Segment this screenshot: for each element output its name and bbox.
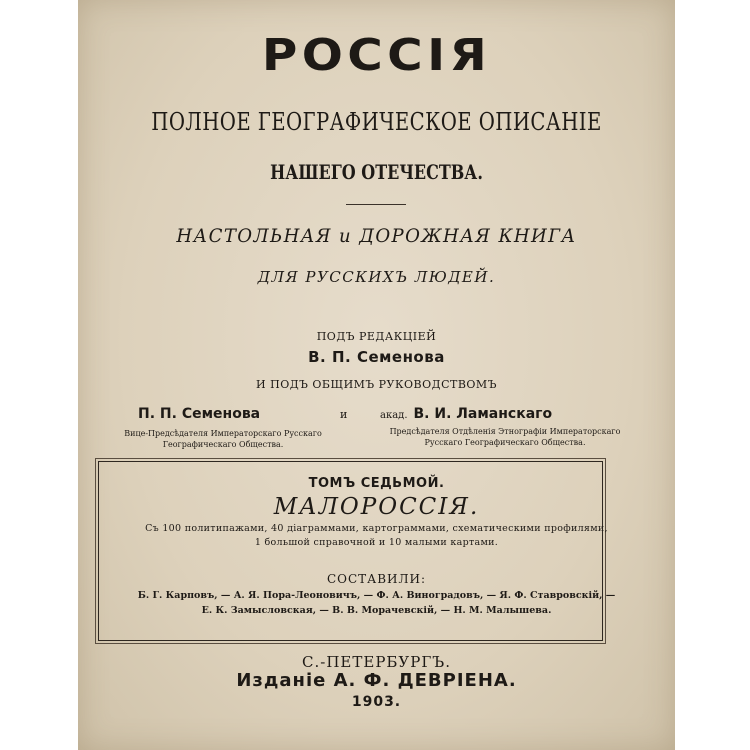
right-person-name-text: В. И. Ламанскаго <box>413 406 553 422</box>
subtitle-line-2: НАШЕГО ОТЕЧЕСТВА. <box>270 160 483 184</box>
compiled-label: СОСТАВИЛИ: <box>326 572 427 586</box>
publisher-line: Изданіе А. Ф. ДЕВРІЕНА. <box>236 670 517 691</box>
illustrations-line-1: Съ 100 политипажами, 40 діаграммами, картограммами, схематическими профилями, <box>145 523 608 534</box>
right-person-prefix: акад. <box>380 410 408 421</box>
left-person-caption: Вице-Предсѣдателя Императорскаго Русскаго Географическаго Общества. <box>124 429 322 449</box>
right-person-name <box>380 406 552 422</box>
volume-region: МАЛОРОССІЯ. <box>273 494 480 520</box>
desk-book-line: НАСТОЛЬНАЯ и ДОРОЖНАЯ КНИГА <box>176 225 577 247</box>
authors-line-1: Б. Г. Карповъ, — А. Я. Пора-Леоновичъ, — Ф. А. Виноградовъ, — Я. Ф. Ставровскій, — <box>137 590 616 601</box>
guidance-label: И ПОДЪ ОБЩИМЪ РУКОВОДСТВОМЪ <box>256 378 497 391</box>
conjunction: и <box>340 408 348 421</box>
title-page <box>78 0 675 750</box>
city-line: С.-ПЕТЕРБУРГЪ. <box>302 653 451 671</box>
right-person-caption: Предсѣдателя Отдѣленія Этнографіи Императорскаго Русскаго Географическаго Общества. <box>389 427 621 447</box>
authors-line-2: Е. К. Замысловская, — В. В. Морачевскій, — Н. М. Малышева. <box>201 605 552 616</box>
edited-by-label: ПОДЪ РЕДАКЦІЕЙ <box>316 330 437 343</box>
left-person-name: П. П. Семенова <box>138 406 261 422</box>
for-people-line: ДЛЯ РУССКИХЪ ЛЮДЕЙ. <box>257 268 496 286</box>
divider-rule <box>346 204 406 205</box>
book-title: РОССІЯ <box>261 30 492 81</box>
subtitle-line-1: ПОЛНОЕ ГЕОГРАФИЧЕСКОЕ ОПИСАНІЕ <box>151 108 602 136</box>
year-line: 1903. <box>351 694 402 710</box>
illustrations-line-2: 1 большой справочной и 10 малыми картами. <box>254 537 499 548</box>
editor-name: В. П. Семенова <box>308 348 445 366</box>
volume-label: ТОМЪ СЕДЬМОЙ. <box>308 476 445 491</box>
